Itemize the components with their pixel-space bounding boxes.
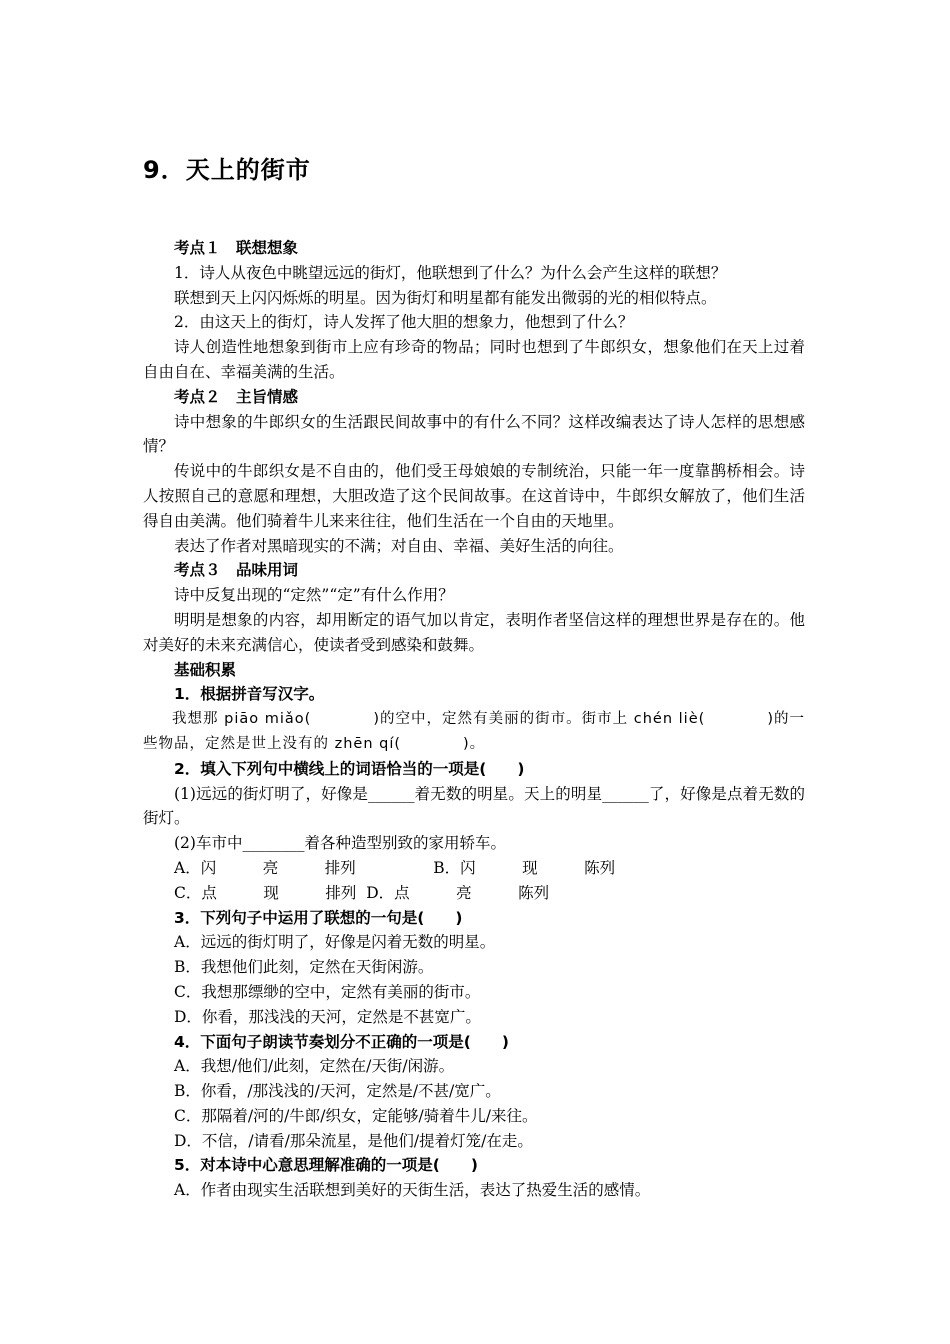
basics-q4-option-a: A．我想/他们/此刻，定然在/天街/闲游。 [174, 1057, 455, 1076]
basics-q3-option-d: D．你看，那浅浅的天河，定然是不甚宽广。 [174, 1007, 481, 1026]
basics-heading: 基础积累 [174, 660, 237, 679]
section-heading-3: 考点３ 品味用词 [174, 561, 299, 580]
answer-theme-1: 传说中的牛郎织女是不自由的，他们受王母娘娘的专制统治，只能一年一度靠鹊桥相会。诗人按照自己的意愿和理想，大胆改造了这个民间故事。在这首诗中，牛郎织女解放了，他们生活得自由美满。他们骑着牛儿来来往往，他们生活在一个自由的天地里。 [143, 462, 805, 530]
basics-q4-option-c: C．那隔着/河的/牛郎/织女，定能够/骑着牛儿/来往。 [174, 1106, 538, 1125]
basics-q3-title: 3．下列句子中运用了联想的一句是( ) [174, 908, 463, 927]
answer-2: 诗人创造性地想象到街市上应有珍奇的物品；同时也想到了牛郎织女，想象他们在天上过着自由自在、幸福美满的生活。 [143, 338, 805, 381]
answer-1: 联想到天上闪闪烁烁的明星。因为街灯和明星都有能发出微弱的光的相似特点。 [174, 288, 717, 307]
basics-q4-option-d: D．不信，/请看/那朵流星，是他们/提着灯笼/在走。 [174, 1131, 533, 1150]
basics-q4-option-b: B．你看，/那浅浅的/天河，定然是/不甚/宽广。 [174, 1082, 501, 1101]
answer-wording: 明明是想象的内容，却用断定的语气加以肯定，表明作者坚信这样的理想世界是存在的。他对美好的未来充满信心，使读者受到感染和鼓舞。 [143, 610, 805, 654]
basics-q5-title: 5．对本诗中心意思理解准确的一项是( ) [174, 1156, 478, 1175]
question-theme: 诗中想象的牛郎织女的生活跟民间故事中的有什么不同？这样改编表达了诗人怎样的思想感情？ [143, 412, 805, 456]
basics-q5-option-a: A．作者由现实生活联想到美好的天街生活，表达了热爱生活的感情。 [174, 1181, 651, 1200]
basics-q1-title: 1．根据拼音写汉字。 [174, 685, 325, 704]
basics-q3-option-b: B．我想他们此刻，定然在天街闲游。 [174, 958, 434, 977]
basics-q4-title: 4．下面句子朗读节奏划分不正确的一项是( ) [174, 1032, 509, 1051]
basics-q2-options-ab: A．闪 亮 排列 B．闪 现 陈列 [174, 858, 616, 877]
basics-q2-title: 2．填入下列句中横线上的词语恰当的一项是( ) [174, 759, 525, 778]
question-1: 1．诗人从夜色中眺望远远的街灯，他联想到了什么？为什么会产生这样的联想？ [174, 263, 727, 282]
section-heading-1: 考点１ 联想想象 [174, 239, 299, 257]
basics-q1-text: 我想那 piāo miǎo( )的空中，定然有美丽的街市。街市上 chén liè( )的一些物品，定然是世上没有的 zhēn qí( )。 [143, 711, 805, 752]
basics-q2-options-cd: C．点 现 排列 D．点 亮 陈列 [174, 883, 550, 902]
question-wording: 诗中反复出现的“定然”“定”有什么作用？ [174, 586, 454, 605]
basics-q2-sentence-1: (1)远远的街灯明了，好像是______着无数的明星。天上的明星______了，好像是点着无数的街灯。 [143, 784, 805, 828]
document-title: 9．天上的街市 [143, 156, 311, 184]
section-heading-2: 考点２ 主旨情感 [174, 387, 299, 406]
answer-theme-2: 表达了作者对黑暗现实的不满；对自由、幸福、美好生活的向往。 [174, 536, 624, 555]
basics-q3-option-a: A．远远的街灯明了，好像是闪着无数的明星。 [174, 933, 496, 952]
basics-q3-option-c: C．我想那缥缈的空中，定然有美丽的街市。 [174, 982, 481, 1001]
document-body [143, 236, 805, 1203]
basics-q2-sentence-2: (2)车市中________着各种造型别致的家用轿车。 [174, 834, 506, 853]
question-2: 2．由这天上的街灯，诗人发挥了他大胆的想象力，他想到了什么？ [174, 313, 634, 332]
